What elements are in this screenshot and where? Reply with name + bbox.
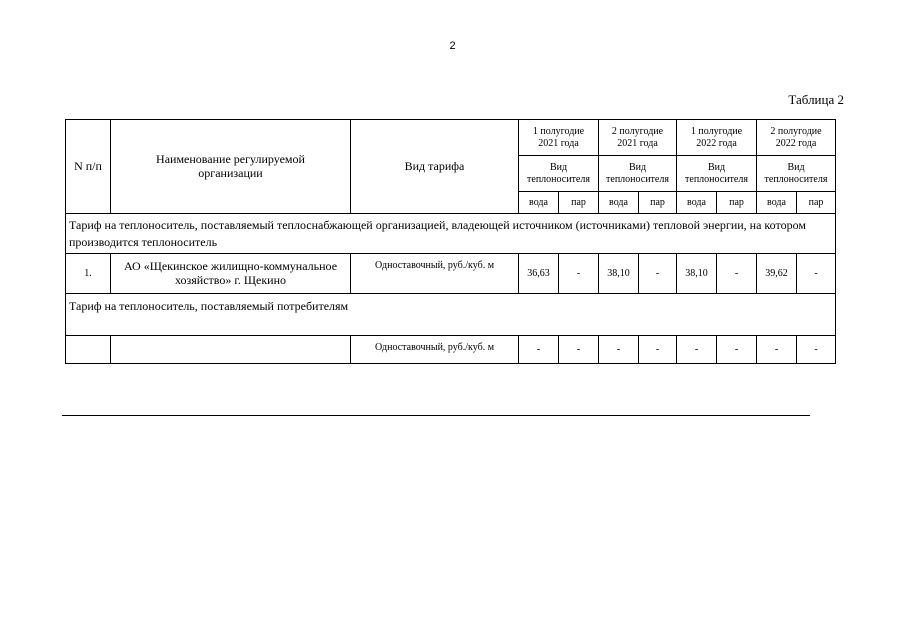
header-steam: пар: [797, 192, 836, 214]
footer-divider: [62, 415, 810, 416]
value-cell: -: [757, 336, 797, 364]
header-carrier: Вид теплоносителя: [677, 156, 757, 192]
header-tariff-type: Вид тарифа: [351, 120, 519, 214]
value-cell: -: [717, 254, 757, 294]
tariff-type: Одноставочный, руб./куб. м: [351, 254, 519, 294]
value-cell: -: [559, 254, 599, 294]
value-cell: -: [639, 336, 677, 364]
table-row: [66, 336, 836, 364]
header-period-1: 1 полугодие 2021 года: [519, 120, 599, 156]
section-title: Тариф на теплоноситель, поставляемый теплоснабжающей организацией, владеющей источником (источниками) тепловой энергии, на котором производится теплоноситель: [66, 214, 836, 254]
section-title: Тариф на теплоноситель, поставляемый потребителям: [66, 294, 836, 336]
table-row: [66, 254, 836, 294]
header-steam: пар: [639, 192, 677, 214]
header-carrier: Вид теплоносителя: [519, 156, 599, 192]
header-row-periods: [66, 120, 836, 156]
row-number: 1.: [66, 254, 111, 294]
organization-name: АО «Щекинское жилищно-коммунальное хозяйство» г. Щекино: [111, 254, 351, 294]
row-number: [66, 336, 111, 364]
header-period-2: 2 полугодие 2021 года: [599, 120, 677, 156]
header-carrier: Вид теплоносителя: [599, 156, 677, 192]
value-cell: -: [519, 336, 559, 364]
page-number: 2: [449, 40, 456, 52]
header-water: вода: [599, 192, 639, 214]
value-cell: -: [599, 336, 639, 364]
section-title-row: [66, 214, 836, 254]
value-cell: -: [639, 254, 677, 294]
value-cell: -: [797, 254, 836, 294]
value-cell: -: [717, 336, 757, 364]
header-steam: пар: [717, 192, 757, 214]
value-cell: 38,10: [599, 254, 639, 294]
header-organization: Наименование регулируемой организации: [111, 120, 351, 214]
header-num: N п/п: [66, 120, 111, 214]
tariff-type: Одноставочный, руб./куб. м: [351, 336, 519, 364]
header-water: вода: [677, 192, 717, 214]
header-water: вода: [519, 192, 559, 214]
header-water: вода: [757, 192, 797, 214]
header-period-3: 1 полугодие 2022 года: [677, 120, 757, 156]
value-cell: -: [677, 336, 717, 364]
header-period-4: 2 полугодие 2022 года: [757, 120, 836, 156]
tariff-table: [65, 119, 836, 364]
table-caption: Таблица 2: [788, 92, 844, 107]
value-cell: -: [797, 336, 836, 364]
organization-name: [111, 336, 351, 364]
value-cell: 36,63: [519, 254, 559, 294]
value-cell: 39,62: [757, 254, 797, 294]
value-cell: 38,10: [677, 254, 717, 294]
section-title-row: [66, 294, 836, 336]
header-steam: пар: [559, 192, 599, 214]
header-carrier: Вид теплоносителя: [757, 156, 836, 192]
value-cell: -: [559, 336, 599, 364]
